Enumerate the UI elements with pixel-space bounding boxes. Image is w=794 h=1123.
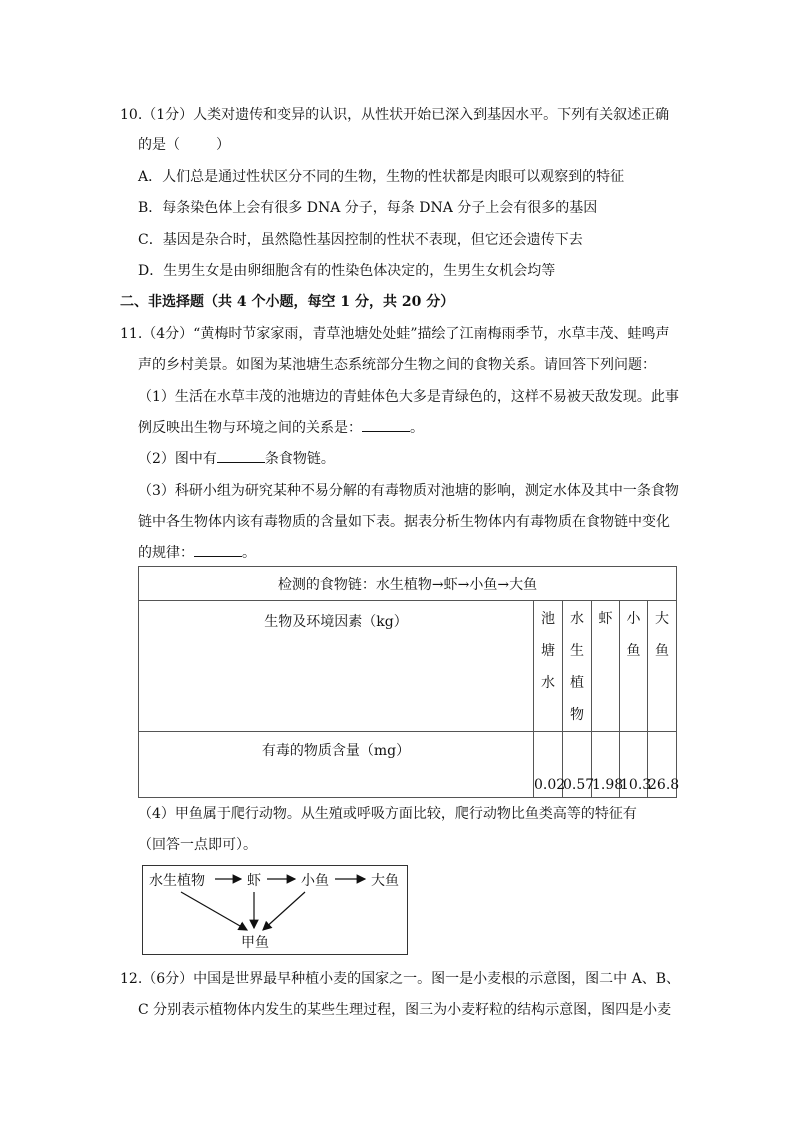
- q11-p3-line3: [138, 542, 256, 562]
- q11-stem-line2: 声的乡村美景。如图为某池塘生态系统部分生物之间的食物关系。请回答下列问题：: [138, 357, 656, 373]
- table-col-small-fish: 小 鱼: [620, 601, 648, 732]
- table-value: 0.57: [563, 732, 592, 798]
- table-col-big-fish: 大 鱼: [648, 601, 677, 732]
- answer-blank: [194, 542, 242, 557]
- q11-p1-text: 例反映出生物与环境之间的关系是：: [138, 420, 362, 436]
- q12-line2: C 分别表示植物体内发生的某些生理过程，图三为小麦籽粒的结构示意图，图四是小麦: [138, 1002, 672, 1018]
- q10-option-b: B．每条染色体上会有很多 DNA 分子，每条 DNA 分子上会有很多的基因: [138, 200, 598, 216]
- q10-stem-line1: 10.（1分）人类对遗传和变异的认识，从性状开始已深入到基因水平。下列有关叙述正确: [120, 107, 670, 123]
- answer-blank: [217, 448, 265, 463]
- q11-p3-line1: （3）科研小组为研究某种不易分解的有毒物质对池塘的影响，测定水体及其中一条食物: [138, 483, 679, 499]
- food-web-diagram: [142, 865, 408, 955]
- q10-option-a: A．人们总是通过性状区分不同的生物，生物的性状都是肉眼可以观察到的特征: [138, 169, 625, 185]
- q10-stem-line2-b: ）: [216, 137, 230, 153]
- node-small-fish: 小鱼: [301, 873, 329, 889]
- q10-stem-line2-a: 的是（: [138, 137, 180, 153]
- q12-line1: 12.（6分）中国是世界最早种植小麦的国家之一。图一是小麦根的示意图，图二中 A、B、: [120, 971, 681, 987]
- table-col-shrimp: 虾: [592, 601, 620, 732]
- section2-title: 二、非选择题（共 4 个小题，每空 1 分，共 20 分）: [120, 294, 455, 310]
- q10-stem-line2: [138, 134, 230, 154]
- q11-p4-line1: （4）甲鱼属于爬行动物。从生殖或呼吸方面比较，爬行动物比鱼类高等的特征有: [138, 806, 637, 822]
- table-row1-label: 生物及环境因素（kg）: [139, 601, 534, 732]
- node-big-fish: 大鱼: [371, 873, 399, 889]
- table-value: 1.98: [592, 732, 620, 798]
- table-col-aquatic-plant: 水 生 植 物: [563, 601, 592, 732]
- q11-p3-end: 。: [242, 545, 256, 561]
- q11-p3-line2: 链中各生物体内该有毒物质的含量如下表。据表分析生物体内有毒物质在食物链中变化: [138, 514, 670, 530]
- q11-stem-line1: 11.（4分）“黄梅时节家家雨，青草池塘处处蛙”描绘了江南梅雨季节，水草丰茂、蛙鸣声: [120, 326, 670, 342]
- node-shrimp: 虾: [247, 873, 261, 889]
- answer-blank: [362, 417, 410, 432]
- q11-p2-a: （2）图中有: [138, 451, 217, 467]
- node-aquatic-plant: 水生植物: [149, 873, 205, 889]
- q11-p4-line2: （回答一点即可）。: [138, 837, 257, 853]
- table-value: 26.8: [648, 732, 677, 798]
- table-header: 检测的食物链：水生植物→虾→小鱼→大鱼: [139, 567, 677, 601]
- toxin-table: [138, 566, 680, 798]
- q11-p2: [138, 448, 335, 468]
- table-col-pond-water: 池 塘 水: [534, 601, 563, 732]
- node-soft-shell-turtle: 甲鱼: [241, 935, 269, 951]
- q11-p3-text: 的规律：: [138, 545, 194, 561]
- table-value: 0.02: [534, 732, 563, 798]
- q11-p1-end: 。: [410, 420, 424, 436]
- q10-option-c: C．基因是杂合时，虽然隐性基因控制的性状不表现，但它还会遗传下去: [138, 232, 583, 248]
- q11-p1-line2: [138, 417, 424, 437]
- arrow-plant-to-turtle: [181, 892, 247, 930]
- q10-option-d: D．生男生女是由卵细胞含有的性染色体决定的，生男生女机会均等: [138, 263, 556, 279]
- table-row2-label: 有毒的物质含量（mg）: [139, 732, 534, 798]
- q11-p1-line1: （1）生活在水草丰茂的池塘边的青蛙体色大多是青绿色的，这样不易被天敌发现。此事: [138, 389, 679, 405]
- arrow-small-fish-to-turtle: [263, 892, 305, 930]
- q11-p2-b: 条食物链。: [264, 451, 335, 467]
- table-value: 10.3: [620, 732, 648, 798]
